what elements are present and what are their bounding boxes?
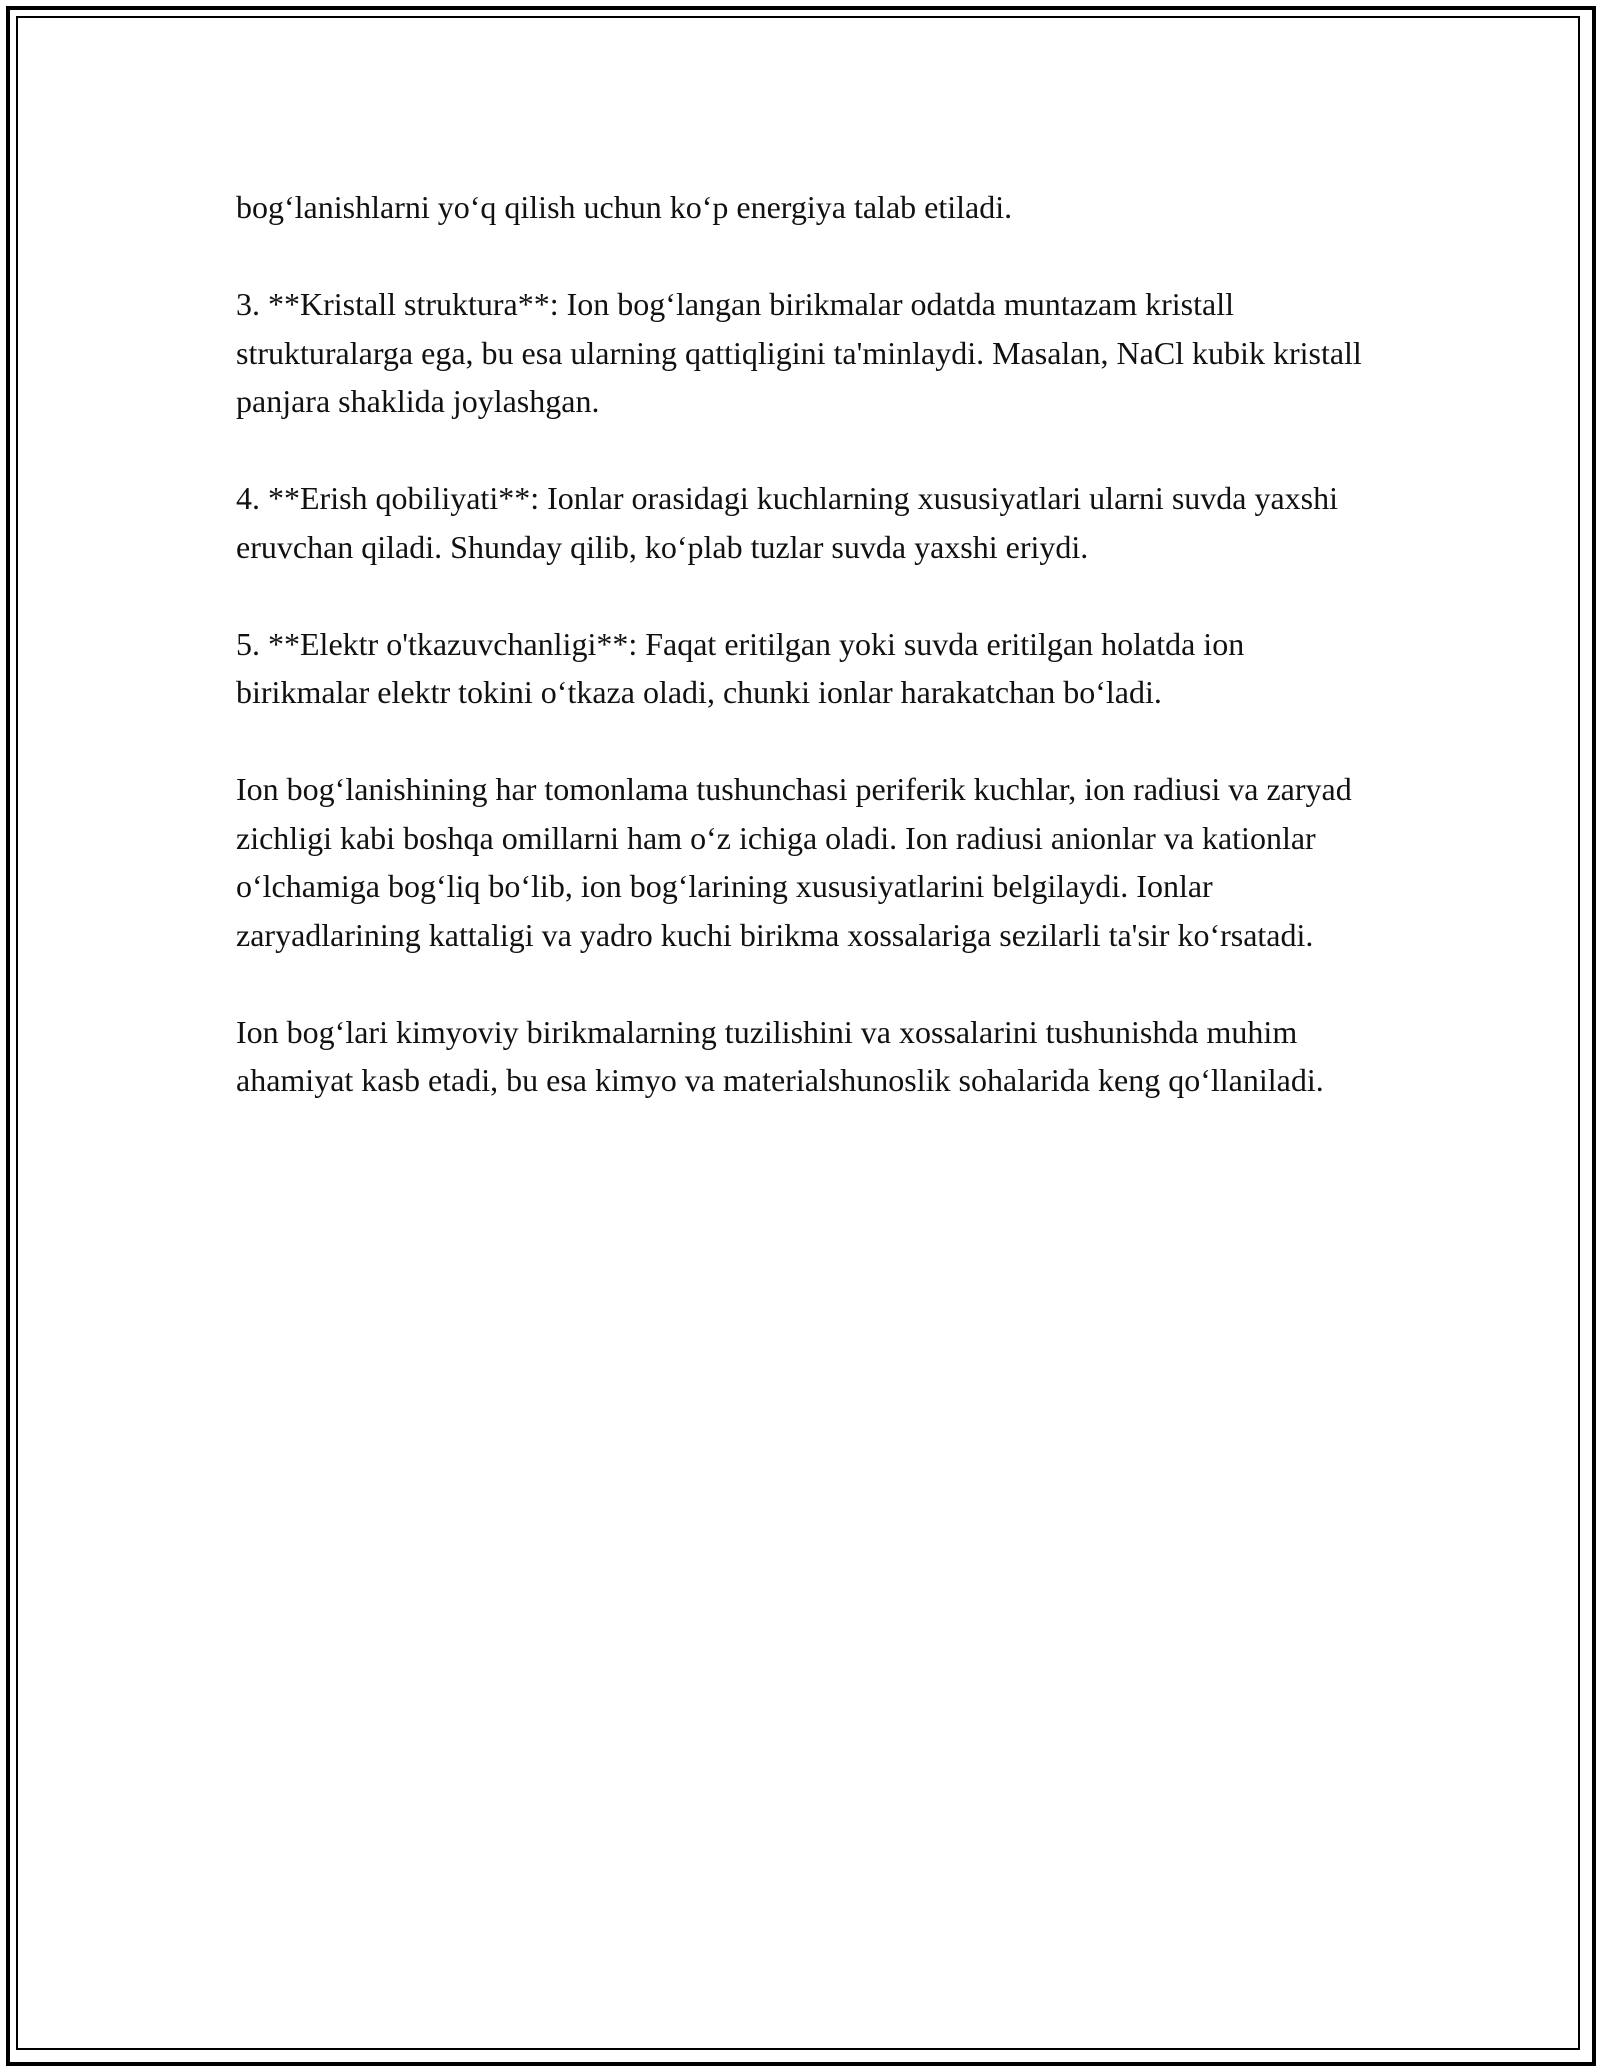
paragraph-continuation: bog‘lanishlarni yo‘q qilish uchun ko‘p energiya talab etiladi. bbox=[236, 189, 1013, 225]
document-body bbox=[236, 183, 1376, 1105]
paragraph-elektr-otkazuvchanligi: 5. **Elektr o'tkazuvchanligi**: Faqat eritilgan yoki suvda eritilgan holatda ion birikmalar elektr tokini o‘tkaza oladi, chunki ionlar harakatchan bo‘ladi. bbox=[236, 625, 1245, 710]
paragraph-ion-boglanishi: Ion bog‘lanishining har tomonlama tushunchasi periferik kuchlar, ion radiusi va zaryad zichligi kabi boshqa omillarni ham o‘z ichiga oladi. Ion radiusi anionlar va kationlar o‘lchamiga bog‘liq bo‘lib, ion bog‘larining xususiyatlarini belgilaydi. Ionlar zaryadlarining kattaligi va yadro kuchi birikma xossalariga sezilarli ta'sir ko‘rsatadi. bbox=[236, 771, 1352, 953]
paragraph-erish-qobiliyati: 4. **Erish qobiliyati**: Ionlar orasidagi kuchlarning xususiyatlari ularni suvda yaxshi eruvchan qiladi. Shunday qilib, ko‘plab tuzlar suvda yaxshi eriydi. bbox=[236, 480, 1339, 565]
paragraph-kristall-struktura: 3. **Kristall struktura**: Ion bog‘langan birikmalar odatda muntazam kristall strukturalarga ega, bu esa ularning qattiqligini ta'minlaydi. Masalan, NaCl kubik kristall panjara shaklida joylashgan. bbox=[236, 286, 1362, 419]
paragraph-conclusion: Ion bog‘lari kimyoviy birikmalarning tuzilishini va xossalarini tushunishda muhim ahamiyat kasb etadi, bu esa kimyo va materialshunoslik sohalarida keng qo‘llaniladi. bbox=[236, 1013, 1324, 1098]
